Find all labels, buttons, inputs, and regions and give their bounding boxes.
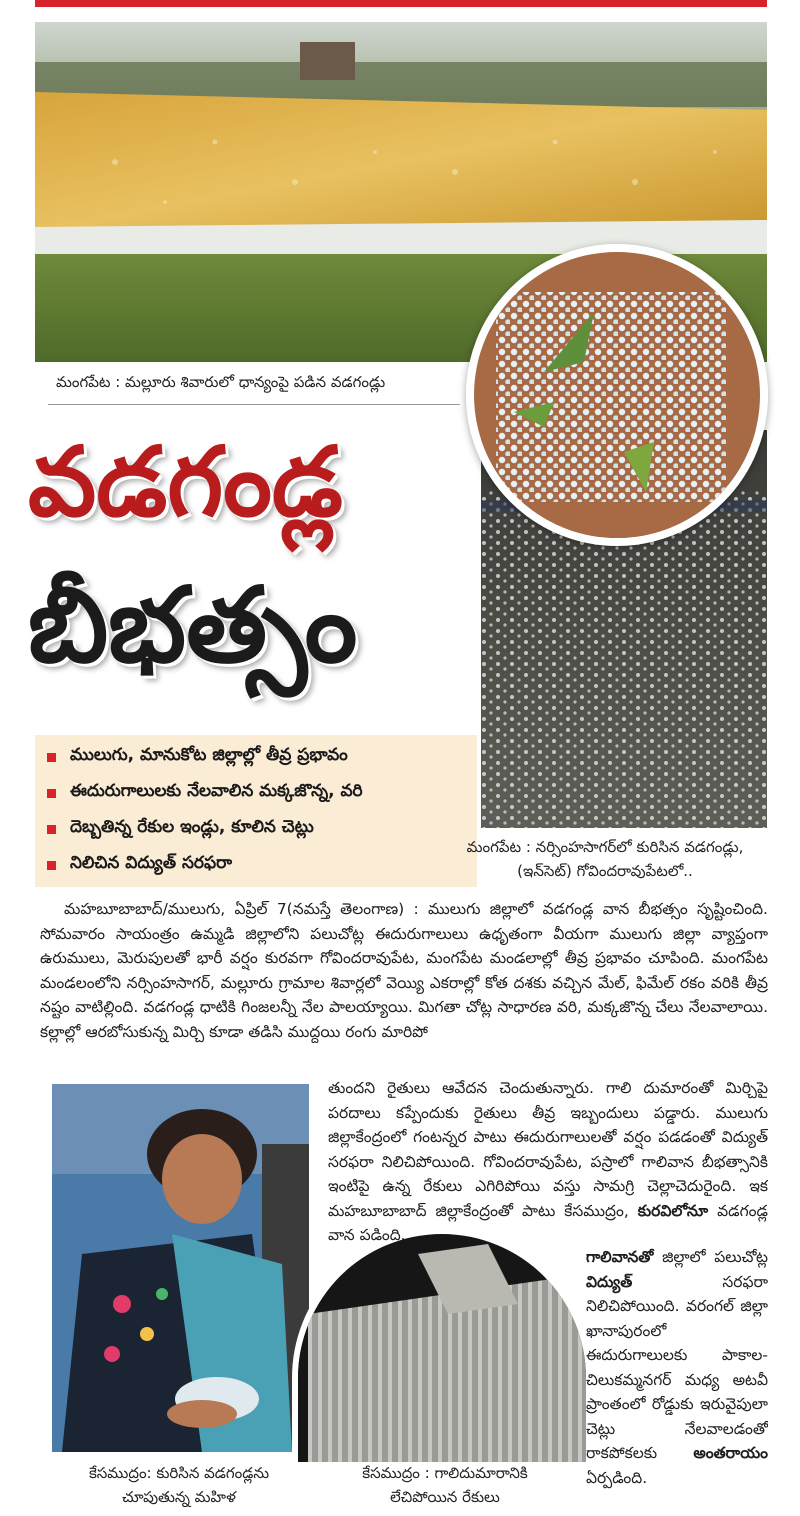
- article-text: ములుగు జిల్లాలో వడగండ్ల వాన బీభత్సం సృష్టించింది. సోమవారం సాయంత్రం ఉమ్మడి జిల్లాలోని పలుచోట్ల ఈదురుగాలులు ఉధృతంగా వీయగా ములుగు జిల్లా వ్యాప్తంగా ఉరుములు, మెరుపులతో భారీ వర్షం కురవగా గోవిందరావుపేట, మంగపేట మండలాల్లో తీవ్ర ప్రభావం చూపింది. మంగపేట మండలంలోని నర్సింహసాగర్‌, మల్లూరు గ్రామాల శివార్లలో వెయ్యి ఎకరాల్లో కోత దశకు వచ్చిన మేల్‌, ఫిమేల్‌ రకం వరికి తీవ్ర నష్టం వాటిల్లింది. వడగండ్ల ధాటికి గింజలన్నీ నేల పాలయ్యాయి. మిగతా చోట్ల సాధారణ వరి, మక్కజొన్న చేలు నేలవాలాయి. కల్లాల్లో ఆరబోసుకున్న మిర్చి కూడా తడిసి ముద్దయి రంగు మారిపో: [40, 900, 768, 1041]
- headline-line-2: బీభత్సం: [28, 563, 358, 686]
- article-paragraph-1: [40, 897, 768, 1044]
- caption-underline: [48, 404, 460, 405]
- article-bold-block: అంతరాయం: [693, 1444, 768, 1462]
- caption-grain-field: మంగపేట : మల్లూరు శివారులో ధాన్యంపై పడిన వడగండ్లు: [56, 373, 386, 391]
- article-bold-wind: గాలివానతో: [586, 1248, 654, 1266]
- roof-sheets-illustration: [298, 1234, 586, 1462]
- highlight-item: [35, 847, 477, 883]
- highlight-item: [35, 811, 477, 847]
- article-body-narrow: [586, 1245, 768, 1503]
- photo-roof: [292, 1228, 592, 1468]
- hail-closeup-illustration: [474, 252, 760, 538]
- highlight-item: [35, 775, 477, 811]
- article-bold-power: విద్యుత్‌: [586, 1272, 633, 1291]
- caption-woman-1: కేసముద్రం: కురిసిన వడగండ్లను: [88, 1464, 270, 1482]
- bullet-square-icon: [47, 825, 56, 834]
- article-body-middle: [328, 1076, 768, 1245]
- bullet-square-icon: [47, 753, 56, 762]
- photo-hail-inset: [466, 244, 768, 546]
- article-text: జిల్లాలో పలుచోట్ల: [653, 1248, 768, 1266]
- headline-line-1: వడగండ్ల: [28, 425, 343, 538]
- article-text: తుందని రైతులు ఆవేదన చెందుతున్నారు. గాలి దుమారంతో మిర్చిపై పరదాలు కప్పేందుకు రైతులు తీవ్ర ఇబ్బందులు పడ్డారు. ములుగు జిల్లాకేంద్రంలో గంటన్నర పాటు ఈదురుగాలులతో వర్షం పడడంతో విద్యుత్‌ సరఫరా నిలిచిపోయింది. గోవిందరావుపేట, పస్రాలో గాలివాన బీభత్సానికి ఇంటిపై ఉన్న రేకులు ఎగిరిపోయి వస్తు సామగ్రి చెల్లాచెదురైంది. ఇక మహబూబాబాద్‌ జిల్లాకేంద్రంతో పాటు కేసముద్రం,: [328, 1079, 768, 1220]
- highlight-text: నిలిచిన విద్యుత్‌ సరఫరా: [70, 853, 233, 873]
- article-paragraph-2: [328, 1076, 768, 1245]
- article-dateline: మహబూబాబాద్‌/ములుగు, ఏప్రిల్‌ 7(నమస్తే తెలంగాణ) :: [64, 900, 419, 918]
- article-body-top: [40, 897, 768, 1071]
- highlights-box: [35, 735, 477, 887]
- article-text: సరఫరా నిలిచిపోయింది. వరంగల్‌ జిల్లా ఖానాపురంలో ఈదురుగాలులకు పాకాల-చిలుకమ్మనగర్‌ మధ్య అటవీ ప్రాంతంలో రోడ్డుకు ఇరువైపులా చెట్లు నేలవాలడంతో రాకపోకలకు: [586, 1272, 768, 1462]
- article-text: ఏర్పడింది.: [586, 1468, 648, 1487]
- highlight-item: [35, 739, 477, 775]
- caption-roof-2: లేచిపోయిన రేకులు: [390, 1488, 500, 1506]
- highlight-text: దెబ్బతిన్న రేకుల ఇండ్లు, కూలిన చెట్లు: [70, 817, 314, 837]
- article-text: వడగండ్ల వాన పడింది.: [328, 1201, 768, 1244]
- bullet-square-icon: [47, 789, 56, 798]
- caption-roof-1: కేసముద్రం : గాలిదుమారానికి: [362, 1464, 528, 1482]
- article-bold-town: కురవిలోనూ: [637, 1201, 709, 1220]
- caption-woman-2: చూపుతున్న మహిళ: [122, 1488, 236, 1506]
- photo-woman-hail: [52, 1084, 309, 1452]
- bullet-square-icon: [47, 861, 56, 870]
- article-paragraph-3: [586, 1245, 768, 1490]
- highlight-text: ఈదురుగాలులకు నేలవాలిన మక్కజొన్న, వరి: [70, 781, 363, 801]
- top-accent-bar: [35, 0, 767, 7]
- caption-hail-ground-1: మంగపేట : నర్సింహసాగర్‌లో కురిసిన వడగండ్లు,: [466, 838, 744, 856]
- woman-hail-illustration: [52, 1084, 309, 1452]
- highlight-text: ములుగు, మానుకోట జిల్లాల్లో తీవ్ర ప్రభావం: [70, 745, 348, 765]
- caption-hail-ground-2: (ఇన్‌సెట్‌) గోవిందరావుపేటలో..: [517, 862, 693, 880]
